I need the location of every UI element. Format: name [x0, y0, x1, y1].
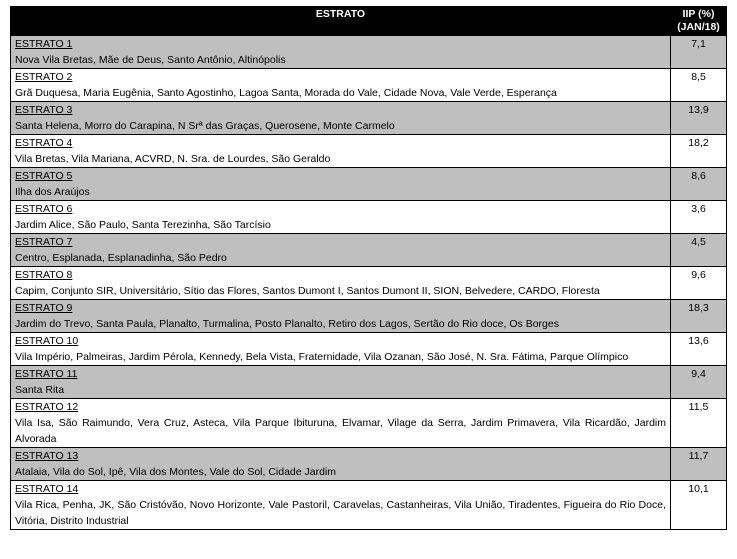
estrato-label: ESTRATO 12	[15, 401, 79, 413]
estrato-cell	[11, 267, 671, 300]
estrato-cell	[11, 135, 671, 168]
iip-value: 13,6	[671, 333, 727, 366]
estrato-bairros: Vila Bretas, Vila Mariana, ACVRD, N. Sra. de Lourdes, São Geraldo	[15, 153, 331, 165]
estrato-label: ESTRATO 13	[15, 450, 79, 462]
estrato-bairros: Jardim Alice, São Paulo, Santa Terezinha, São Tarcísio	[15, 219, 271, 231]
estrato-label: ESTRATO 9	[15, 302, 73, 314]
estrato-cell	[11, 69, 671, 102]
estrato-cell	[11, 448, 671, 481]
header-estrato: ESTRATO	[11, 7, 671, 36]
estrato-label: ESTRATO 2	[15, 71, 73, 83]
estrato-bairros: Vila Isa, São Raimundo, Vera Cruz, Asteca, Vila Parque Ibituruna, Elvamar, Vilage da Serra, Jardim Primavera, Vila Ricardão, Jardim Alvorada	[15, 417, 666, 445]
estrato-cell	[11, 102, 671, 135]
estratos-table	[10, 6, 727, 530]
iip-value: 8,6	[671, 168, 727, 201]
estrato-cell	[11, 234, 671, 267]
iip-value: 13,9	[671, 102, 727, 135]
iip-value: 7,1	[671, 36, 727, 69]
estrato-label: ESTRATO 14	[15, 483, 79, 495]
table-row	[11, 168, 727, 201]
table-row	[11, 102, 727, 135]
table-row	[11, 267, 727, 300]
iip-value: 11,7	[671, 448, 727, 481]
table-row	[11, 201, 727, 234]
estratos-table-container	[10, 6, 726, 530]
estrato-label: ESTRATO 7	[15, 236, 73, 248]
iip-value: 11,5	[671, 399, 727, 448]
estrato-label: ESTRATO 10	[15, 335, 79, 347]
estrato-label: ESTRATO 11	[15, 368, 78, 380]
estrato-bairros: Atalaia, Vila do Sol, Ipê, Vila dos Montes, Vale do Sol, Cidade Jardim	[15, 466, 337, 478]
table-row	[11, 481, 727, 530]
header-iip	[671, 7, 727, 36]
estrato-cell	[11, 36, 671, 69]
table-row	[11, 234, 727, 267]
table-row	[11, 36, 727, 69]
table-row	[11, 135, 727, 168]
estrato-bairros: Capim, Conjunto SIR, Universitário, Sítio das Flores, Santos Dumont I, Santos Dumont II, SION, Belvedere, CARDO, Floresta	[15, 285, 600, 297]
estrato-bairros: Jardim do Trevo, Santa Paula, Planalto, Turmalina, Posto Planalto, Retiro dos Lagos, Sertão do Rio doce, Os Borges	[15, 318, 559, 330]
iip-value: 9,6	[671, 267, 727, 300]
estrato-bairros: Santa Helena, Morro do Carapina, N Srª das Graças, Querosene, Monte Carmelo	[15, 120, 395, 132]
iip-value: 3,6	[671, 201, 727, 234]
iip-value: 18,3	[671, 300, 727, 333]
estrato-cell	[11, 201, 671, 234]
table-row	[11, 333, 727, 366]
estrato-label: ESTRATO 6	[15, 203, 73, 215]
estrato-label: ESTRATO 8	[15, 269, 73, 281]
estrato-bairros: Ilha dos Araújos	[15, 186, 90, 198]
iip-value: 9,4	[671, 366, 727, 399]
estrato-bairros: Centro, Esplanada, Esplanadinha, São Pedro	[15, 252, 227, 264]
estrato-bairros: Nova Vila Bretas, Mãe de Deus, Santo Antônio, Altinópolis	[15, 54, 286, 66]
table-header-row	[11, 7, 727, 36]
iip-value: 10,1	[671, 481, 727, 530]
estrato-cell	[11, 481, 671, 530]
estrato-cell	[11, 168, 671, 201]
estrato-cell	[11, 399, 671, 448]
table-row	[11, 399, 727, 448]
table-row	[11, 69, 727, 102]
table-row	[11, 366, 727, 399]
estrato-label: ESTRATO 1	[15, 38, 73, 50]
estrato-cell	[11, 300, 671, 333]
estrato-label: ESTRATO 5	[15, 170, 73, 182]
estrato-bairros: Santa Rita	[15, 384, 65, 396]
estrato-bairros: Vila Império, Palmeiras, Jardim Pérola, Kennedy, Bela Vista, Fraternidade, Vila Ozanan, São José, N. Sra. Fátima, Parque Olímpico	[15, 351, 629, 363]
estrato-label: ESTRATO 3	[15, 104, 73, 116]
estrato-bairros: Grã Duquesa, Maria Eugênia, Santo Agostinho, Lagoa Santa, Morada do Vale, Cidade Nova, Vale Verde, Esperança	[15, 87, 557, 99]
table-row	[11, 300, 727, 333]
iip-value: 8,5	[671, 69, 727, 102]
table-body	[11, 36, 727, 530]
header-iip-line1: IIP (%)	[682, 8, 715, 20]
estrato-cell	[11, 333, 671, 366]
estrato-cell	[11, 366, 671, 399]
estrato-label: ESTRATO 4	[15, 137, 73, 149]
iip-value: 4,5	[671, 234, 727, 267]
iip-value: 18,2	[671, 135, 727, 168]
table-row	[11, 448, 727, 481]
header-iip-line2: (JAN/18)	[677, 21, 720, 33]
estrato-bairros: Vila Rica, Penha, JK, São Cristóvão, Novo Horizonte, Vale Pastoril, Caravelas, Castanheiras, Vila União, Tiradentes, Figueira do Rio Doce, Vitória, Distrito Industrial	[15, 499, 666, 527]
